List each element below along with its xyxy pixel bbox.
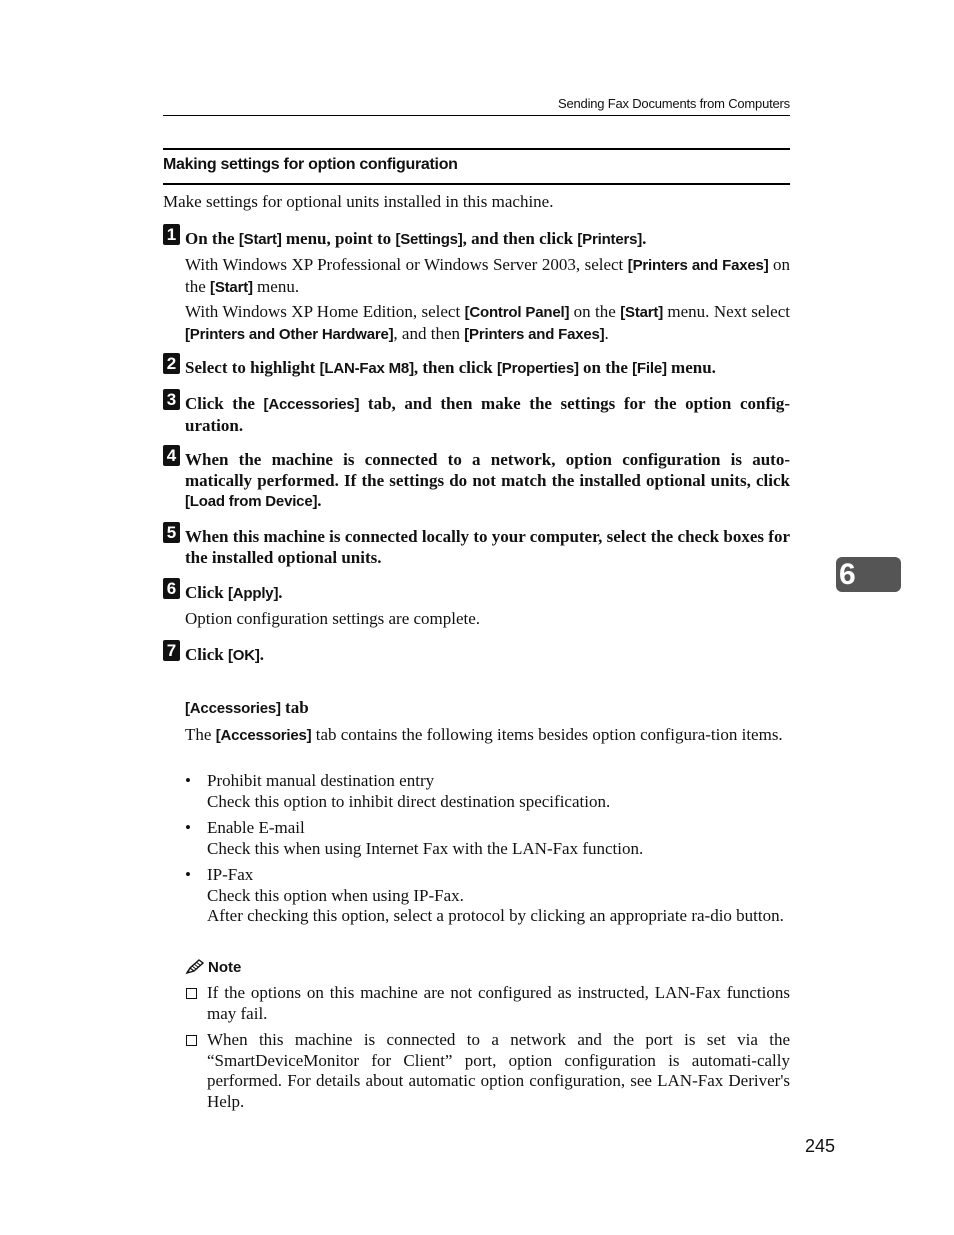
running-header: Sending Fax Documents from Computers — [558, 96, 790, 111]
section-title: Making settings for option configuration — [163, 156, 458, 173]
step-number-2: 2 — [163, 353, 180, 374]
step-6-result: Option configuration settings are complete. — [185, 609, 481, 628]
accessories-intro: The [Accessories] tab contains the following items besides option configura-tion items. — [185, 725, 783, 744]
note-label: Note — [208, 959, 242, 976]
header-rule — [163, 115, 790, 116]
bullet-marker: • — [185, 865, 191, 884]
step-1-note-xp-pro: With Windows XP Professional or Windows Server 2003, select [Printers and Faxes] on the [Start] menu. — [185, 255, 790, 296]
section-intro: Make settings for optional units installed in this machine. — [163, 192, 554, 211]
page-number: 245 — [804, 1136, 835, 1156]
bullet-marker: • — [185, 818, 191, 837]
accessories-heading: [Accessories] tab — [185, 698, 309, 717]
checkbox-icon — [186, 1035, 197, 1046]
pencil-icon — [185, 959, 205, 975]
step-5-text: When this machine is connected locally to your computer, select the check boxes for the installed optional units. — [185, 527, 790, 567]
step-6-text: Click [Apply]. — [185, 583, 283, 602]
step-number-3: 3 — [163, 389, 180, 410]
chapter-tab: 6 — [836, 557, 901, 592]
section-rule-bottom — [163, 183, 790, 185]
list-item: Enable E-mail Check this when using Internet Fax with the LAN-Fax function. — [207, 818, 644, 858]
step-7-text: Click [OK]. — [185, 645, 264, 664]
step-number-7: 7 — [163, 640, 180, 661]
note-item: When this machine is connected to a network and the port is set via the “SmartDeviceMonitor for Client” port, option configuration is automati-cally performed. For details about automatic option configuration, see LAN-Fax Deriver's Help. — [207, 1030, 790, 1111]
list-item: Prohibit manual destination entry Check this option to inhibit direct destination specification. — [207, 771, 611, 811]
step-number-6: 6 — [163, 578, 180, 599]
step-number-4: 4 — [163, 445, 180, 466]
note-item: If the options on this machine are not configured as instructed, LAN-Fax functions may fail. — [207, 983, 790, 1023]
note-heading — [185, 959, 241, 976]
step-1-note-xp-home: With Windows XP Home Edition, select [Control Panel] on the [Start] menu. Next select [Printers and Other Hardware], and then [Printers and Faxes]. — [185, 302, 790, 343]
step-2-text: Select to highlight [LAN-Fax M8], then click [Properties] on the [File] menu. — [185, 358, 716, 377]
step-1-text: On the [Start] menu, point to [Settings], and then click [Printers]. — [185, 229, 647, 248]
list-item: IP-Fax Check this option when using IP-Fax. After checking this option, select a protocol by clicking an appropriate ra-dio button. — [207, 865, 784, 925]
step-3-text: Click the [Accessories] tab, and then make the settings for the option config-uration. — [185, 394, 791, 435]
step-4-text: When the machine is connected to a network, option configuration is auto-matically performed. If the settings do not match the installed optional units, click [Load from Device]. — [185, 450, 790, 510]
step-number-5: 5 — [163, 522, 180, 543]
step-number-1: 1 — [163, 224, 180, 245]
bullet-marker: • — [185, 771, 191, 790]
checkbox-icon — [186, 988, 197, 999]
section-rule-top — [163, 148, 790, 150]
